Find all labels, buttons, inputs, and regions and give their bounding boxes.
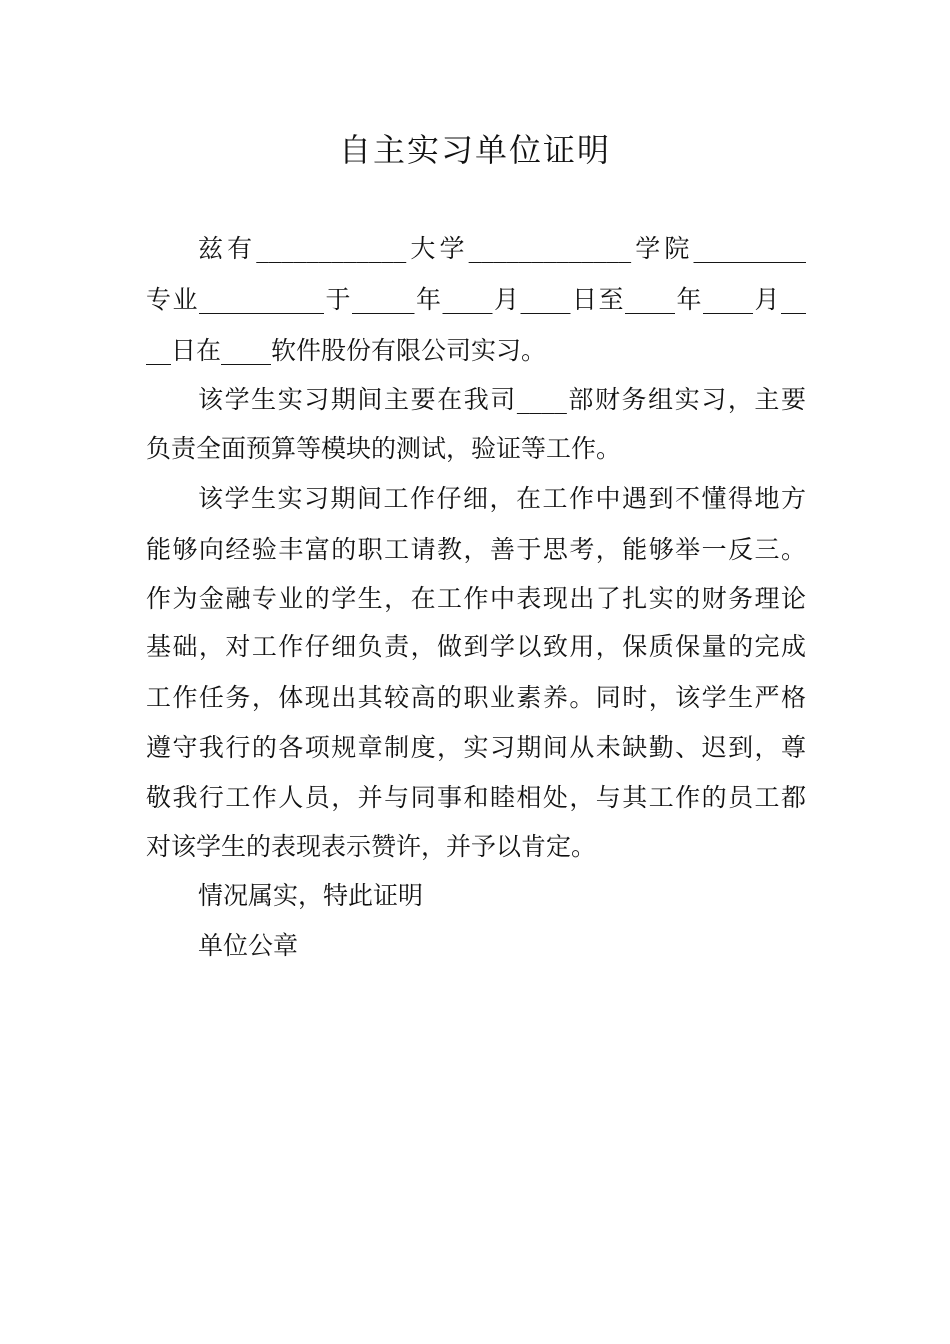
paragraph-intro-line-3: __日在____软件股份有限公司实习。 — [146, 336, 547, 365]
paragraph-evaluation-line-3: 作为金融专业的学生，在工作中表现出了扎实的财务理论 — [146, 584, 806, 613]
paragraph-intro-line-2: 专业__________于_____年____月____日至____年____月__ — [146, 285, 806, 314]
paragraph-evaluation-line-5: 工作任务，体现出其较高的职业素养。同时，该学生严格 — [146, 683, 806, 712]
company-seal-label: 单位公章 — [198, 931, 299, 960]
paragraph-evaluation-line-7: 敬我行工作人员，并与同事和睦相处，与其工作的员工都 — [146, 783, 806, 812]
paragraph-duties-line-1: 该学生实习期间主要在我司____部财务组实习，主要 — [198, 385, 806, 414]
certification-statement: 情况属实，特此证明 — [198, 881, 424, 910]
paragraph-evaluation-line-4: 基础，对工作仔细负责，做到学以致用，保质保量的完成 — [146, 632, 806, 661]
paragraph-evaluation-line-2: 能够向经验丰富的职工请教，善于思考，能够举一反三。 — [146, 535, 806, 564]
paragraph-evaluation-line-6: 遵守我行的各项规章制度，实习期间从未缺勤、迟到，尊 — [146, 733, 806, 762]
paragraph-duties-line-2: 负责全面预算等模块的测试，验证等工作。 — [146, 434, 622, 463]
paragraph-intro-line-1: 兹有____________大学_____________学院_________ — [198, 234, 806, 263]
document-title: 自主实习单位证明 — [338, 131, 611, 169]
paragraph-evaluation-line-8: 对该学生的表现表示赞许，并予以肯定。 — [146, 832, 597, 861]
paragraph-evaluation-line-1: 该学生实习期间工作仔细，在工作中遇到不懂得地方 — [198, 484, 806, 513]
